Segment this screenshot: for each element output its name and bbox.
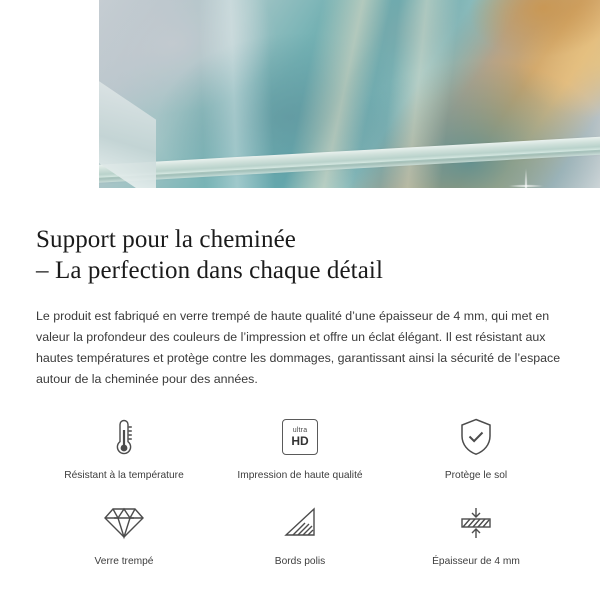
feature-item-thickness [388, 500, 564, 568]
feature-label: Impression de haute qualité [237, 470, 363, 481]
description-paragraph: Le produit est fabriqué en verre trempé de haute qualité d’une épaisseur de 4 mm, qui met en valeur la profondeur des couleurs de l’impression et offre un éclat élégant. Il est résistant aux hautes températures et protège contre les dommages, garantissant ainsi la sécurité de l’espace autour de la cheminée pour des années. [36, 309, 561, 386]
badge-top-text: ultra [292, 427, 308, 434]
thickness-4mm-icon [456, 500, 496, 546]
feature-item-temperature [36, 414, 212, 482]
ultra-hd-badge-icon [282, 414, 318, 460]
content-area [0, 224, 600, 568]
glass-panel-artwork [98, 0, 600, 218]
hero-left-margin [0, 0, 99, 218]
badge-bottom-text: HD [291, 434, 309, 448]
feature-label: Résistant à la température [64, 470, 184, 481]
page-title-line-2: – La perfection dans chaque détail [36, 257, 383, 284]
page-title-line-1: Support pour la cheminée [36, 226, 296, 253]
feature-item-print-quality [212, 414, 388, 482]
hero-bottom-margin [0, 188, 600, 218]
feature-item-polished-edges [212, 500, 388, 568]
feature-label: Bords polis [274, 556, 326, 567]
polished-edges-icon [280, 500, 320, 546]
page-title [36, 224, 564, 286]
diamond-icon [103, 500, 145, 546]
feature-grid [36, 414, 564, 568]
feature-label: Protège le sol [444, 470, 508, 481]
hero-image [0, 0, 600, 218]
shield-check-icon [458, 414, 494, 460]
feature-item-floor-protection [388, 414, 564, 482]
thermometer-icon [112, 414, 136, 460]
feature-label: Épaisseur de 4 mm [432, 556, 520, 567]
feature-label: Verre trempé [94, 556, 154, 567]
feature-item-tempered-glass [36, 500, 212, 568]
